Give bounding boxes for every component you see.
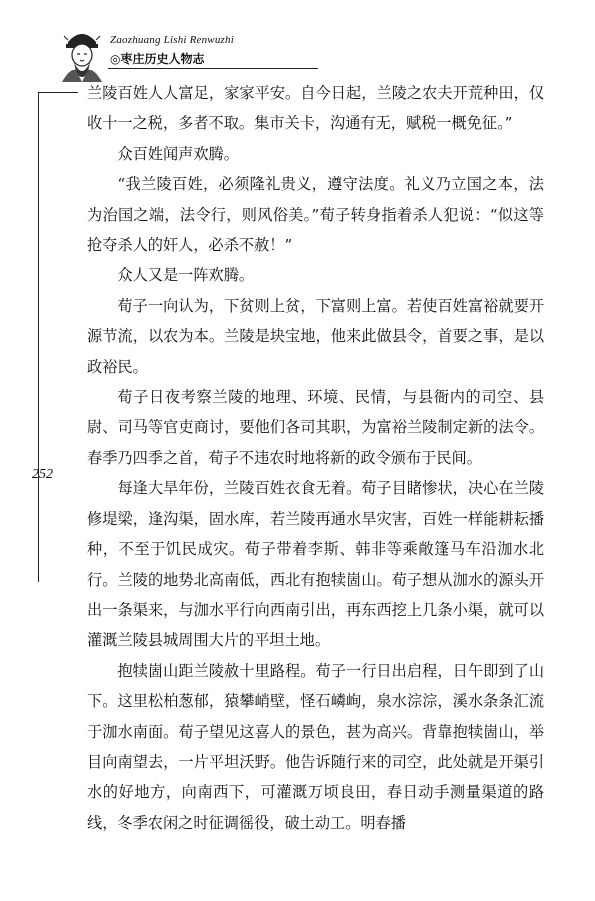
running-header <box>60 28 540 84</box>
paragraph: 每逢大旱年份，兰陵百姓衣食无着。荀子目睹惨状，决心在兰陵修堤梁，逢沟渠，固水库，若兰陵再通水旱灾害，百姓一样能耕耘播种，不至于饥民成灾。荀子带着李斯、韩非等乘敞篷马车沿泇水北行。兰陵的地势北高南低，西北有抱犊崮山。荀子想从泇水的源头开出一条渠来，与泇水平行向西南引出，再东西挖上几条小渠，就可以灌溉兰陵县城周围大片的平坦土地。 <box>87 479 544 650</box>
paragraph: 荀子日夜考察兰陵的地理、环境、民情，与县衙内的司空、县尉、司马等官吏商讨，要他们各司其职，为富裕兰陵制定新的法令。春季乃四季之首，荀子不违农时地将新的政令颁布于民间。 <box>87 388 544 467</box>
paragraph: 荀子一向认为，下贫则上贫，下富则上富。若使百姓富裕就要开源节流，以农为本。兰陵是块宝地，他来此做县令，首要之事，是以政裕民。 <box>87 296 544 376</box>
page-number: 252 <box>32 467 53 482</box>
body-text <box>87 78 544 838</box>
series-title-chinese: ◎枣庄历史人物志 <box>110 52 205 66</box>
header-divider <box>108 68 318 69</box>
paragraph: 兰陵百姓人人富足，家家平安。自今日起，兰陵之农夫开荒种田，仅收十一之税，多者不取。集市关卡，沟通有无，赋税一概免征。” <box>87 84 544 133</box>
paragraph: 众人又是一阵欢腾。 <box>117 266 255 285</box>
scholar-portrait-icon <box>60 28 104 82</box>
paragraph: 众百姓闻声欢腾。 <box>117 144 239 163</box>
margin-rule-vertical <box>38 92 39 582</box>
paragraph: 抱犊崮山距兰陵赦十里路程。荀子一行日出启程，日午即到了山下。这里松柏葱郁，猿攀峭壁，怪石嶙峋，泉水淙淙，溪水条条汇流于泇水南面。荀子望见这喜人的景色，甚为高兴。背靠抱犊崮山，举目向南望去，一片平坦沃野。他告诉随行来的司空，此处就是开渠引水的好地方，向南西下，可灌溉万顷良田，春日动手测量渠道的路线，冬季农闲之时征调徭役，破土动工。明春播 <box>87 661 544 832</box>
margin-rule-horizontal <box>38 92 78 93</box>
series-title-english: Zaozhuang Lishi Renwuzhi <box>110 34 234 46</box>
paragraph: “我兰陵百姓，必须隆礼贵义，遵守法度。礼义乃立国之本，法为治国之端，法令行，则风俗美。”荀子转身指着杀人犯说：“似这等抢夺杀人的奸人，必杀不赦！” <box>87 175 544 255</box>
